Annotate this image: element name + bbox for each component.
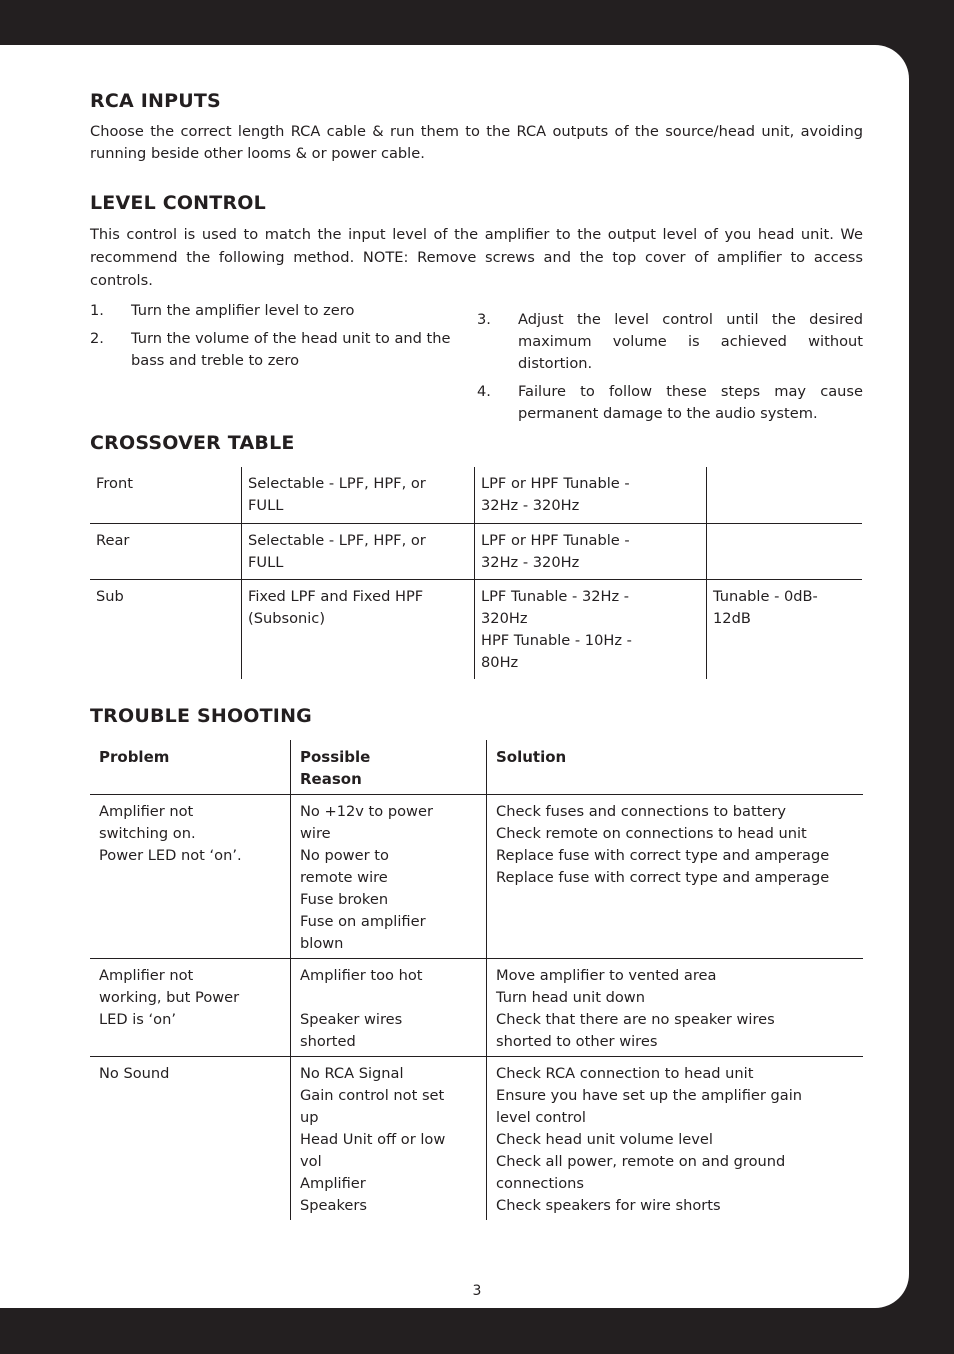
crossover-gain	[706, 467, 862, 523]
reason-cell: Amplifier too hot Speaker wires shorted	[290, 959, 486, 1056]
crossover-range: LPF Tunable - 32Hz - 320Hz HPF Tunable - 10Hz - 80Hz	[474, 580, 706, 679]
crossover-mode: Selectable - LPF, HPF, or FULL	[241, 467, 474, 523]
trouble-table	[90, 740, 863, 1220]
page-number: 3	[472, 1283, 482, 1299]
crossover-range: LPF or HPF Tunable - 32Hz - 320Hz	[474, 524, 706, 579]
rca-inputs-heading: RCA INPUTS	[90, 90, 221, 112]
level-control-body: This control is used to match the input level of the amplifier to the output level of you head unit. We recommend the following method. NOTE: Remove screws and the top cover of amplifier to access controls.	[90, 226, 863, 289]
step-text: Turn the volume of the head unit to and the bass and treble to zero	[131, 330, 451, 369]
crossover-row-sub	[90, 580, 862, 679]
crossover-channel: Sub	[96, 588, 124, 605]
step-number: 4.	[477, 383, 491, 400]
reason-cell: No +12v to power wire No power to remote wire Fuse broken Fuse on amplifier blown	[290, 795, 486, 958]
crossover-table	[90, 467, 862, 679]
step-number: 3.	[477, 311, 491, 328]
header-possible-reason: Possible Reason	[290, 740, 486, 794]
header-problem: Problem	[99, 748, 170, 766]
reason-cell: No RCA Signal Gain control not set up Head Unit off or low vol Amplifier Speakers	[290, 1057, 486, 1220]
solution-cell: Check fuses and connections to battery Check remote on connections to head unit Replace fuse with correct type and amperage Replace fuse with correct type and amperage	[486, 795, 863, 958]
step-text: Failure to follow these steps may cause permanent damage to the audio system.	[518, 383, 863, 422]
step-number: 1.	[90, 302, 104, 319]
problem-cell: Amplifier not switching on. Power LED not ‘on’.	[99, 803, 242, 864]
rca-inputs-body: Choose the correct length RCA cable & run them to the RCA outputs of the source/head unit, avoiding running beside other looms & or power cable.	[90, 123, 863, 162]
crossover-mode: Selectable - LPF, HPF, or FULL	[241, 524, 474, 579]
trouble-row	[90, 959, 863, 1057]
step-text: Turn the amplifier level to zero	[131, 302, 355, 319]
trouble-shooting-heading: TROUBLE SHOOTING	[90, 705, 312, 727]
crossover-row-rear	[90, 524, 862, 580]
crossover-row-front	[90, 467, 862, 524]
solution-cell: Check RCA connection to head unit Ensure you have set up the amplifier gain level control Check head unit volume level Check all power, remote on and ground connections Check speakers for wire shorts	[486, 1057, 863, 1220]
problem-cell: No Sound	[99, 1065, 170, 1082]
crossover-channel: Front	[96, 475, 133, 492]
step-text: Adjust the level control until the desired maximum volume is achieved without distortion.	[518, 311, 863, 372]
step-number: 2.	[90, 330, 104, 347]
crossover-table-heading: CROSSOVER TABLE	[90, 432, 295, 454]
crossover-range: LPF or HPF Tunable - 32Hz - 320Hz	[474, 467, 706, 523]
header-solution: Solution	[486, 740, 863, 794]
problem-cell: Amplifier not working, but Power LED is ‘on’	[99, 967, 240, 1028]
trouble-row	[90, 1057, 863, 1220]
crossover-channel: Rear	[96, 532, 130, 549]
crossover-gain	[706, 524, 862, 579]
solution-cell: Move amplifier to vented area Turn head unit down Check that there are no speaker wires shorted to other wires	[486, 959, 863, 1056]
level-control-heading: LEVEL CONTROL	[90, 192, 266, 214]
trouble-header-row	[90, 740, 863, 795]
crossover-mode: Fixed LPF and Fixed HPF (Subsonic)	[241, 580, 474, 679]
trouble-row	[90, 795, 863, 959]
crossover-gain: Tunable - 0dB-12dB	[706, 580, 862, 679]
